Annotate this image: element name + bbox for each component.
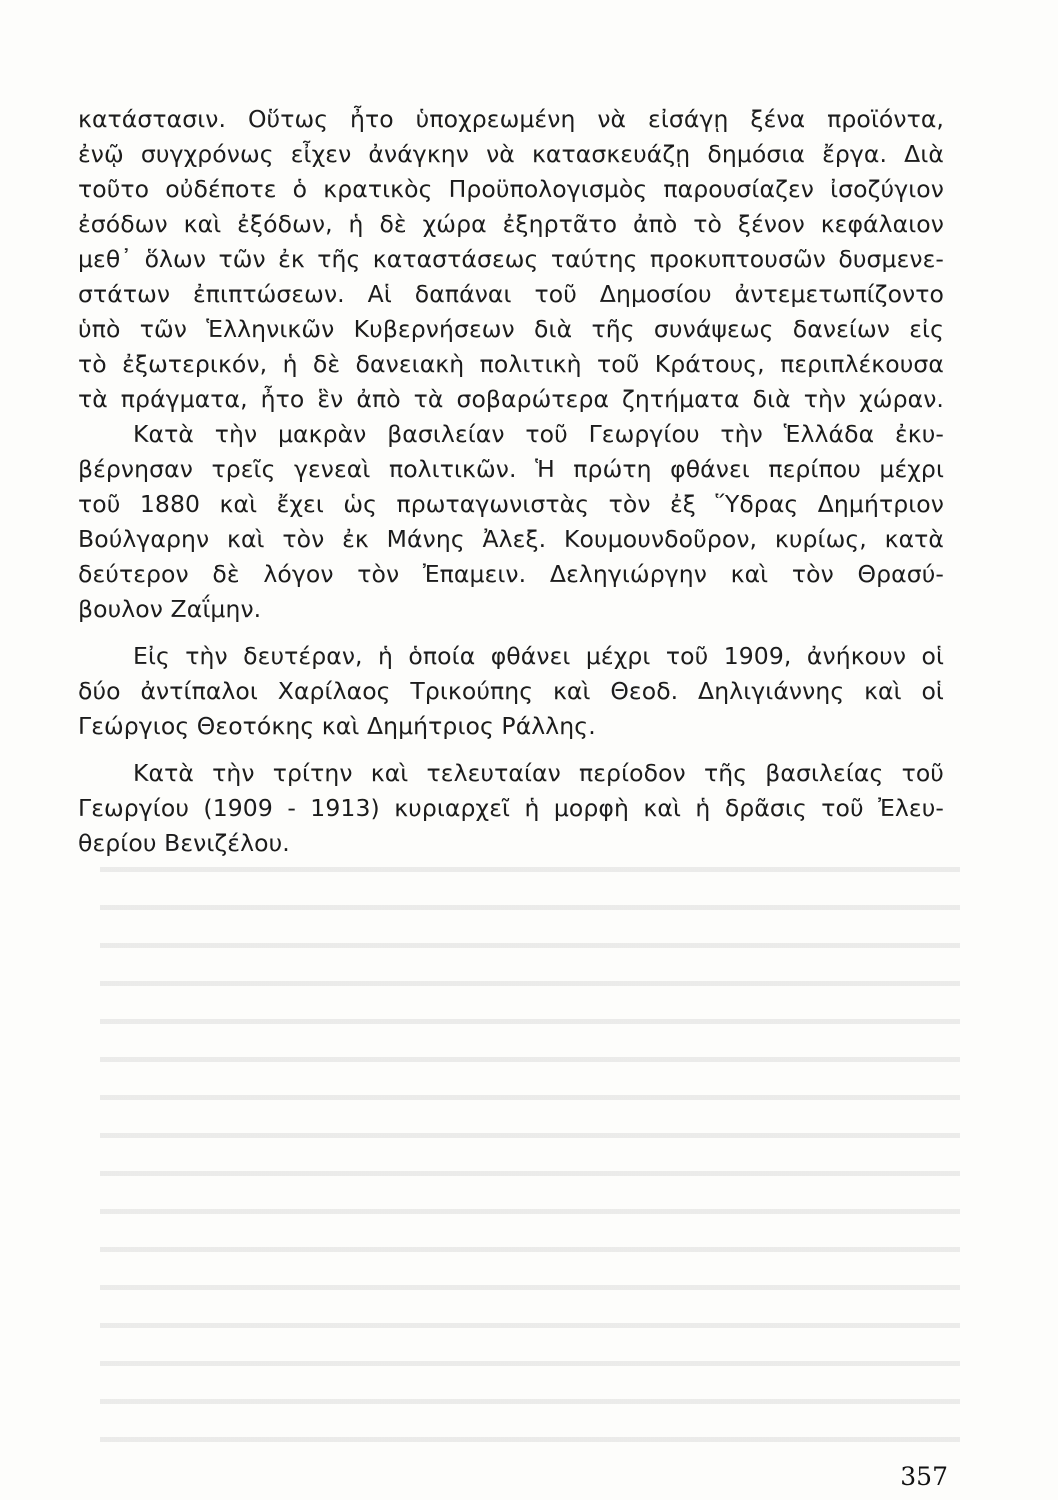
- text-line: τὰ πράγματα, ἦτο ἓν ἀπὸ τὰ σοβαρώτερα ζητήματα διὰ τὴν χώραν.: [78, 385, 944, 413]
- text-line: Κατὰ τὴν μακρὰν βασιλείαν τοῦ Γεωργίου τὴν Ἑλλάδα ἐκυ-: [133, 420, 944, 448]
- text-line: Εἰς τὴν δευτέραν, ἡ ὁποία φθάνει μέχρι τοῦ 1909, ἀνήκουν οἱ: [133, 642, 944, 670]
- text-line: τοῦ 1880 καὶ ἔχει ὡς πρωταγωνιστὰς τὸν ἐξ Ὕδρας Δημήτριον: [78, 490, 944, 518]
- text-line: Γεώργιος Θεοτόκης καὶ Δημήτριος Ράλλης.: [78, 712, 596, 740]
- text-line: ἐνῷ συγχρόνως εἶχεν ἀνάγκην νὰ κατασκευάζῃ δημόσια ἔργα. Διὰ: [78, 140, 944, 168]
- text-line: θερίου Βενιζέλου.: [78, 829, 290, 857]
- text-line: δεύτερον δὲ λόγον τὸν Ἐπαμειν. Δεληγιώργην καὶ τὸν Θρασύ-: [78, 560, 944, 588]
- text-line: μεθ᾽ ὅλων τῶν ἐκ τῆς καταστάσεως ταύτης προκυπτουσῶν δυσμενε-: [78, 245, 944, 273]
- text-line: ἐσόδων καὶ ἐξόδων, ἡ δὲ χώρα ἐξηρτᾶτο ἀπὸ τὸ ξένον κεφάλαιον: [78, 210, 944, 238]
- text-line: στάτων ἐπιπτώσεων. Αἱ δαπάναι τοῦ Δημοσίου ἀντεμετωπίζοντο: [78, 280, 944, 308]
- text-line: τὸ ἐξωτερικόν, ἡ δὲ δανειακὴ πολιτικὴ τοῦ Κράτους, περιπλέκουσα: [78, 350, 944, 378]
- text-line: ὑπὸ τῶν Ἑλληνικῶν Κυβερνήσεων διὰ τῆς συνάψεως δανείων εἰς: [78, 315, 944, 343]
- reverse-side-bleed-through: [100, 845, 960, 1465]
- text-line: βουλον Ζαΐμην.: [78, 595, 262, 623]
- text-line: κατάστασιν. Οὕτως ἦτο ὑποχρεωμένη νὰ εἰσάγῃ ξένα προϊόντα,: [78, 105, 944, 133]
- page-number: 357: [900, 1462, 948, 1491]
- text-line: βέρνησαν τρεῖς γενεαὶ πολιτικῶν. Ἡ πρώτη φθάνει περίπου μέχρι: [78, 455, 944, 483]
- text-line: τοῦτο οὐδέποτε ὁ κρατικὸς Προϋπολογισμὸς παρουσίαζεν ἰσοζύγιον: [78, 175, 944, 203]
- text-line: Βούλγαρην καὶ τὸν ἐκ Μάνης Ἀλεξ. Κουμουνδοῦρον, κυρίως, κατὰ: [78, 525, 944, 553]
- body-text: [78, 102, 944, 861]
- text-line: Γεωργίου (1909 - 1913) κυριαρχεῖ ἡ μορφὴ καὶ ἡ δρᾶσις τοῦ Ἐλευ-: [78, 794, 944, 822]
- text-line: Κατὰ τὴν τρίτην καὶ τελευταίαν περίοδον τῆς βασιλείας τοῦ: [133, 759, 944, 787]
- text-line: δύο ἀντίπαλοι Χαρίλαος Τρικούπης καὶ Θεοδ. Δηλιγιάννης καὶ οἱ: [78, 677, 944, 705]
